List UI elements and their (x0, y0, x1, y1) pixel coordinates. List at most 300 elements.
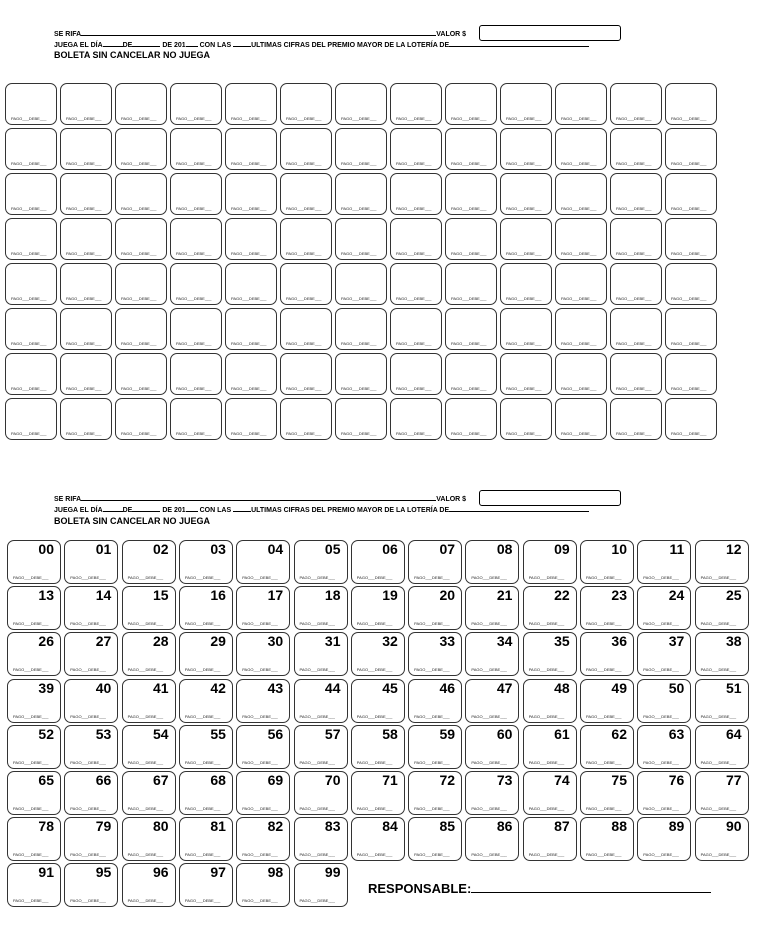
ticket-number-cell[interactable] (122, 771, 176, 815)
ticket-cell[interactable] (555, 83, 607, 125)
ticket-cell[interactable] (60, 173, 112, 215)
ticket-cell[interactable] (60, 83, 112, 125)
ticket-cell[interactable] (60, 398, 112, 440)
ticket-number: 69 (267, 772, 284, 788)
pago-debe-label: PAGO___DEBE___ (299, 621, 336, 627)
pago-debe-label: PAGO___DEBE___ (528, 621, 565, 627)
ticket-cell[interactable] (610, 83, 662, 125)
ticket-number-cell[interactable] (637, 725, 691, 769)
ticket-number-cell[interactable] (179, 863, 233, 907)
ticket-number-cell[interactable] (523, 725, 577, 769)
ticket-cell[interactable] (555, 263, 607, 305)
ticket-cell[interactable] (610, 218, 662, 260)
ticket-cell[interactable] (445, 218, 497, 260)
ticket-number-cell[interactable] (523, 771, 577, 815)
ticket-cell[interactable] (500, 353, 552, 395)
pago-debe-label: PAGO___DEBE___ (11, 161, 47, 166)
ticket-cell[interactable] (390, 218, 442, 260)
ticket-cell[interactable] (445, 263, 497, 305)
dia-blank[interactable] (103, 39, 123, 47)
ticket-cell[interactable] (500, 128, 552, 170)
ticket-number-cell[interactable] (408, 540, 462, 584)
ticket-cell[interactable] (225, 173, 277, 215)
ticket-number: 32 (382, 633, 398, 650)
ticket-number-cell[interactable] (408, 632, 462, 676)
ticket-number: 91 (38, 864, 54, 881)
pago-debe-label: PAGO___DEBE___ (13, 759, 49, 765)
ticket-number: 05 (324, 541, 341, 557)
ticket-number-cell[interactable] (64, 771, 118, 815)
ticket-cell[interactable] (225, 263, 277, 305)
ticket-number-cell[interactable] (179, 540, 233, 584)
ticket-cell[interactable] (390, 398, 442, 440)
ticket-cell[interactable] (5, 308, 57, 350)
ticket-number: 51 (726, 679, 742, 696)
ticket-cell[interactable] (60, 128, 112, 170)
boleta-notice: BOLETA SIN CANCELAR NO JUEGA (54, 50, 211, 60)
ticket-number: 34 (496, 633, 513, 650)
ticket-cell[interactable] (60, 263, 112, 305)
ticket-number-cell[interactable] (236, 863, 290, 907)
ticket-number: 25 (726, 587, 742, 604)
pago-debe-label: PAGO___DEBE___ (396, 251, 432, 256)
ticket-cell[interactable] (115, 398, 167, 440)
ticket-cell[interactable] (170, 263, 222, 305)
pago-debe-label: PAGO___DEBE___ (341, 431, 377, 436)
ticket-number-cell[interactable] (236, 540, 290, 584)
ticket-cell[interactable] (280, 263, 332, 305)
ticket-number-cell[interactable] (351, 817, 405, 861)
ticket-number-cell[interactable] (580, 586, 634, 630)
pago-debe-label: PAGO___DEBE___ (671, 431, 707, 436)
ticket-number-cell[interactable] (695, 586, 749, 630)
ticket-cell[interactable] (390, 263, 442, 305)
ticket-cell[interactable] (5, 173, 57, 215)
ticket-number-cell[interactable] (179, 725, 233, 769)
ticket-number-cell[interactable] (7, 817, 61, 861)
ticket-number-cell[interactable] (64, 586, 118, 630)
ticket-number: 58 (382, 725, 398, 742)
ticket-number-cell[interactable] (465, 679, 519, 723)
mes-blank-b[interactable] (132, 504, 160, 512)
ticket-cell[interactable] (115, 173, 167, 215)
ticket-number-cell[interactable] (637, 540, 691, 584)
ticket-number-cell[interactable] (465, 725, 519, 769)
pago-debe-label: PAGO___DEBE___ (643, 575, 679, 580)
ticket-cell[interactable] (335, 308, 387, 350)
loteria-blank[interactable] (449, 39, 589, 47)
ticket-cell[interactable] (5, 398, 57, 440)
pago-debe-label: PAGO___DEBE___ (451, 116, 487, 121)
ticket-cell[interactable] (445, 128, 497, 170)
ticket-number-cell[interactable] (408, 679, 462, 723)
ticket-number-cell[interactable] (408, 586, 462, 630)
ticket-cell[interactable] (335, 263, 387, 305)
se-rifa-blank[interactable] (81, 28, 436, 36)
ticket-cell[interactable] (500, 173, 552, 215)
ticket-cell[interactable] (555, 173, 607, 215)
pago-debe-label: PAGO___DEBE___ (127, 759, 164, 765)
pago-debe-label: PAGO___DEBE___ (341, 116, 377, 121)
ticket-number-cell[interactable] (122, 632, 176, 676)
ticket-number-cell[interactable] (695, 540, 749, 584)
ticket-number-cell[interactable] (122, 817, 176, 861)
pago-debe-label: PAGO___DEBE___ (451, 386, 487, 391)
responsable-blank[interactable] (471, 880, 711, 893)
pago-debe-label: PAGO___DEBE___ (528, 806, 565, 811)
ticket-number-cell[interactable] (294, 771, 348, 815)
ticket-number: 74 (554, 772, 570, 788)
ticket-number-cell[interactable] (294, 632, 348, 676)
ticket-cell[interactable] (500, 308, 552, 350)
ticket-cell[interactable] (445, 353, 497, 395)
ticket-cell[interactable] (225, 308, 277, 350)
ticket-number-cell[interactable] (465, 586, 519, 630)
de-label-b: DE (122, 507, 133, 514)
pago-debe-label: PAGO___DEBE___ (471, 806, 507, 811)
ticket-cell[interactable] (610, 263, 662, 305)
cifras-blank-b[interactable] (233, 504, 251, 512)
se-rifa-blank-b[interactable] (81, 493, 436, 501)
ticket-cell[interactable] (5, 83, 57, 125)
ticket-number-cell[interactable] (179, 771, 233, 815)
pago-debe-label: PAGO___DEBE___ (700, 621, 737, 627)
ticket-number-cell[interactable] (351, 632, 405, 676)
ticket-cell[interactable] (115, 263, 167, 305)
ticket-number-cell[interactable] (695, 725, 749, 769)
ticket-number: 88 (611, 818, 627, 835)
ticket-cell[interactable] (170, 218, 222, 260)
ticket-cell[interactable] (610, 353, 662, 395)
ticket-cell[interactable] (555, 398, 607, 440)
ticket-cell[interactable] (115, 218, 167, 260)
ticket-number-cell[interactable] (179, 586, 233, 630)
ticket-number: 56 (267, 725, 284, 742)
ticket-number-cell[interactable] (294, 725, 348, 769)
pago-debe-label: PAGO___DEBE___ (586, 667, 622, 673)
pago-debe-label: PAGO___DEBE___ (231, 161, 267, 166)
ticket-number: 72 (439, 772, 456, 788)
ticket-number-cell[interactable] (465, 540, 519, 584)
ticket-number-cell[interactable] (408, 771, 462, 815)
ticket-number-cell[interactable] (179, 632, 233, 676)
ticket-number-cell[interactable] (122, 725, 176, 769)
ticket-cell[interactable] (555, 218, 607, 260)
ticket-cell[interactable] (60, 308, 112, 350)
ticket-cell[interactable] (170, 353, 222, 395)
ticket-number-cell[interactable] (695, 679, 749, 723)
ticket-number-cell[interactable] (695, 771, 749, 815)
pago-debe-label: PAGO___DEBE___ (586, 759, 622, 765)
pago-debe-label: PAGO___DEBE___ (121, 341, 157, 346)
pago-debe-label: PAGO___DEBE___ (506, 206, 542, 211)
ticket-number-cell[interactable] (465, 817, 519, 861)
ticket-cell[interactable] (225, 353, 277, 395)
ticket-cell[interactable] (665, 128, 717, 170)
ticket-number-cell[interactable] (580, 679, 634, 723)
ticket-cell[interactable] (500, 398, 552, 440)
ticket-cell[interactable] (5, 353, 57, 395)
ticket-number-cell[interactable] (236, 632, 290, 676)
ticket-number: 49 (611, 679, 627, 696)
ticket-cell[interactable] (225, 218, 277, 260)
ticket-cell[interactable] (335, 398, 387, 440)
ticket-number-cell[interactable] (7, 586, 61, 630)
ticket-number-cell[interactable] (523, 679, 577, 723)
pago-debe-label: PAGO___DEBE___ (299, 898, 336, 904)
pago-debe-label: PAGO___DEBE___ (242, 575, 278, 580)
ticket-number-cell[interactable] (465, 771, 519, 815)
header-line-1 (54, 28, 466, 39)
ticket-cell[interactable] (500, 263, 552, 305)
ticket-number: 64 (726, 725, 742, 742)
ticket-cell[interactable] (225, 128, 277, 170)
ticket-number: 48 (554, 679, 570, 696)
ticket-number-cell[interactable] (351, 586, 405, 630)
ticket-number-cell[interactable] (236, 725, 290, 769)
ticket-number: 70 (324, 772, 341, 788)
pago-debe-label: PAGO___DEBE___ (242, 759, 278, 765)
ticket-cell[interactable] (115, 128, 167, 170)
ticket-number-cell[interactable] (236, 586, 290, 630)
pago-debe-label: PAGO___DEBE___ (184, 852, 221, 858)
ticket-cell[interactable] (335, 128, 387, 170)
ticket-number-cell[interactable] (637, 679, 691, 723)
loteria-blank-b[interactable] (449, 504, 589, 512)
ticket-number-cell[interactable] (580, 817, 634, 861)
ticket-number: 60 (496, 725, 513, 742)
ticket-number: 44 (324, 679, 341, 696)
pago-debe-label: PAGO___DEBE___ (506, 161, 542, 166)
ticket-cell[interactable] (665, 218, 717, 260)
ticket-cell[interactable] (170, 83, 222, 125)
ticket-number-cell[interactable] (695, 632, 749, 676)
ticket-cell[interactable] (170, 128, 222, 170)
ticket-number-cell[interactable] (580, 632, 634, 676)
ticket-cell[interactable] (610, 173, 662, 215)
ticket-cell[interactable] (280, 83, 332, 125)
ticket-cell[interactable] (665, 173, 717, 215)
ticket-number-cell[interactable] (695, 817, 749, 861)
ticket-number: 38 (726, 633, 742, 650)
pago-debe-label: PAGO___DEBE___ (528, 667, 565, 673)
pago-debe-label: PAGO___DEBE___ (356, 852, 393, 858)
pago-debe-label: PAGO___DEBE___ (11, 116, 47, 121)
ticket-cell[interactable] (335, 353, 387, 395)
ticket-cell[interactable] (445, 173, 497, 215)
ticket-cell[interactable] (390, 173, 442, 215)
pago-debe-label: PAGO___DEBE___ (561, 431, 597, 436)
ticket-number-cell[interactable] (523, 586, 577, 630)
ticket-cell[interactable] (280, 308, 332, 350)
ticket-number-cell[interactable] (7, 632, 61, 676)
cifras-blank[interactable] (233, 39, 251, 47)
ticket-number: 20 (439, 587, 456, 604)
ticket-cell[interactable] (390, 83, 442, 125)
ticket-cell[interactable] (280, 353, 332, 395)
pago-debe-label: PAGO___DEBE___ (13, 898, 49, 904)
ticket-cell[interactable] (5, 128, 57, 170)
ticket-cell[interactable] (445, 83, 497, 125)
pago-debe-label: PAGO___DEBE___ (414, 759, 450, 765)
pago-debe-label: PAGO___DEBE___ (341, 296, 377, 301)
year-blank-b[interactable] (186, 504, 198, 512)
ticket-number-cell[interactable] (179, 679, 233, 723)
ticket-number: 68 (210, 772, 226, 788)
ticket-cell[interactable] (555, 128, 607, 170)
ticket-number-cell[interactable] (523, 540, 577, 584)
ticket-cell[interactable] (280, 128, 332, 170)
ticket-number-cell[interactable] (294, 817, 348, 861)
ticket-cell[interactable] (115, 353, 167, 395)
pago-debe-label: PAGO___DEBE___ (70, 667, 106, 673)
pago-debe-label: PAGO___DEBE___ (176, 341, 212, 346)
ticket-number: 11 (669, 541, 685, 557)
ticket-number-cell[interactable] (637, 771, 691, 815)
ticket-number-cell[interactable] (64, 725, 118, 769)
ticket-number-cell[interactable] (351, 725, 405, 769)
ticket-cell[interactable] (170, 308, 222, 350)
ticket-number-cell[interactable] (236, 679, 290, 723)
pago-debe-label: PAGO___DEBE___ (121, 206, 157, 211)
ticket-number-cell[interactable] (637, 586, 691, 630)
ticket-number-cell[interactable] (122, 679, 176, 723)
ticket-cell[interactable] (60, 218, 112, 260)
ticket-number: 65 (38, 772, 54, 788)
ticket-cell[interactable] (335, 173, 387, 215)
ticket-number: 54 (153, 725, 169, 742)
ticket-number-cell[interactable] (637, 817, 691, 861)
ticket-number-cell[interactable] (465, 632, 519, 676)
ticket-cell[interactable] (555, 353, 607, 395)
ticket-number-cell[interactable] (408, 725, 462, 769)
ticket-cell[interactable] (225, 83, 277, 125)
pago-debe-label: PAGO___DEBE___ (700, 575, 737, 580)
ticket-cell[interactable] (170, 398, 222, 440)
ticket-cell[interactable] (225, 398, 277, 440)
ticket-number-cell[interactable] (7, 540, 61, 584)
ticket-number-cell[interactable] (580, 540, 634, 584)
ticket-cell[interactable] (665, 398, 717, 440)
ticket-cell[interactable] (390, 128, 442, 170)
ticket-number: 62 (611, 725, 627, 742)
pago-debe-label: PAGO___DEBE___ (121, 251, 157, 256)
ticket-cell[interactable] (665, 353, 717, 395)
ticket-number-cell[interactable] (7, 863, 61, 907)
ticket-number-cell[interactable] (523, 817, 577, 861)
ticket-number-cell[interactable] (637, 632, 691, 676)
ticket-number-cell[interactable] (580, 771, 634, 815)
ticket-number-cell[interactable] (236, 817, 290, 861)
ticket-cell[interactable] (115, 83, 167, 125)
ticket-number-cell[interactable] (64, 863, 118, 907)
pago-debe-label: PAGO___DEBE___ (671, 341, 707, 346)
ticket-cell[interactable] (390, 353, 442, 395)
ticket-number: 10 (611, 541, 627, 557)
ticket-cell[interactable] (5, 218, 57, 260)
header-line-1-b (54, 493, 466, 504)
ticket-cell[interactable] (610, 128, 662, 170)
ticket-number-cell[interactable] (64, 632, 118, 676)
pago-debe-label: PAGO___DEBE___ (561, 206, 597, 211)
ticket-number-cell[interactable] (408, 817, 462, 861)
ticket-number-cell[interactable] (122, 863, 176, 907)
ticket-cell[interactable] (280, 173, 332, 215)
ticket-cell[interactable] (335, 218, 387, 260)
de-label: DE (122, 42, 133, 49)
ticket-number-cell[interactable] (64, 679, 118, 723)
pago-debe-label: PAGO___DEBE___ (506, 341, 542, 346)
pago-debe-label: PAGO___DEBE___ (700, 759, 737, 765)
ticket-cell[interactable] (280, 218, 332, 260)
ticket-number-cell[interactable] (236, 771, 290, 815)
ticket-number: 73 (496, 772, 513, 788)
ticket-cell[interactable] (390, 308, 442, 350)
ticket-number-cell[interactable] (580, 725, 634, 769)
ticket-cell[interactable] (445, 308, 497, 350)
ticket-number-cell[interactable] (7, 771, 61, 815)
pago-debe-label: PAGO___DEBE___ (586, 713, 622, 719)
ticket-number-cell[interactable] (7, 679, 61, 723)
ticket-number-cell[interactable] (294, 863, 348, 907)
pago-debe-label: PAGO___DEBE___ (561, 386, 597, 391)
ticket-number-cell[interactable] (351, 771, 405, 815)
ticket-number-cell[interactable] (351, 679, 405, 723)
pago-debe-label: PAGO___DEBE___ (700, 806, 737, 811)
ticket-cell[interactable] (665, 308, 717, 350)
ticket-number-cell[interactable] (7, 725, 61, 769)
pago-debe-label: PAGO___DEBE___ (356, 759, 393, 765)
pago-debe-label: PAGO___DEBE___ (70, 806, 106, 811)
ticket-number-cell[interactable] (122, 586, 176, 630)
ticket-cell[interactable] (445, 398, 497, 440)
ticket-cell[interactable] (665, 83, 717, 125)
ticket-number: 84 (382, 818, 398, 835)
ticket-cell[interactable] (555, 308, 607, 350)
ticket-number: 42 (210, 679, 226, 696)
ticket-number-cell[interactable] (294, 586, 348, 630)
ticket-number: 86 (496, 818, 513, 835)
ticket-number-cell[interactable] (294, 679, 348, 723)
ticket-number-cell[interactable] (64, 540, 118, 584)
ticket-cell[interactable] (610, 398, 662, 440)
pago-debe-label: PAGO___DEBE___ (184, 621, 221, 627)
ticket-cell[interactable] (500, 218, 552, 260)
ticket-cell[interactable] (280, 398, 332, 440)
pago-debe-label: PAGO___DEBE___ (356, 806, 393, 811)
mes-blank[interactable] (132, 39, 160, 47)
ticket-number: 83 (324, 818, 341, 835)
ticket-number-cell[interactable] (294, 540, 348, 584)
ticket-cell[interactable] (610, 308, 662, 350)
ticket-number-cell[interactable] (64, 817, 118, 861)
ticket-cell[interactable] (665, 263, 717, 305)
ticket-cell[interactable] (60, 353, 112, 395)
ticket-number: 09 (554, 541, 570, 557)
pago-debe-label: PAGO___DEBE___ (184, 667, 221, 673)
ticket-number-cell[interactable] (179, 817, 233, 861)
ticket-number-cell[interactable] (122, 540, 176, 584)
year-blank[interactable] (186, 39, 198, 47)
ticket-cell[interactable] (335, 83, 387, 125)
ticket-cell[interactable] (170, 173, 222, 215)
ticket-number-cell[interactable] (523, 632, 577, 676)
ticket-number-cell[interactable] (351, 540, 405, 584)
dia-blank-b[interactable] (103, 504, 123, 512)
ticket-cell[interactable] (5, 263, 57, 305)
ticket-cell[interactable] (500, 83, 552, 125)
ticket-cell[interactable] (115, 308, 167, 350)
